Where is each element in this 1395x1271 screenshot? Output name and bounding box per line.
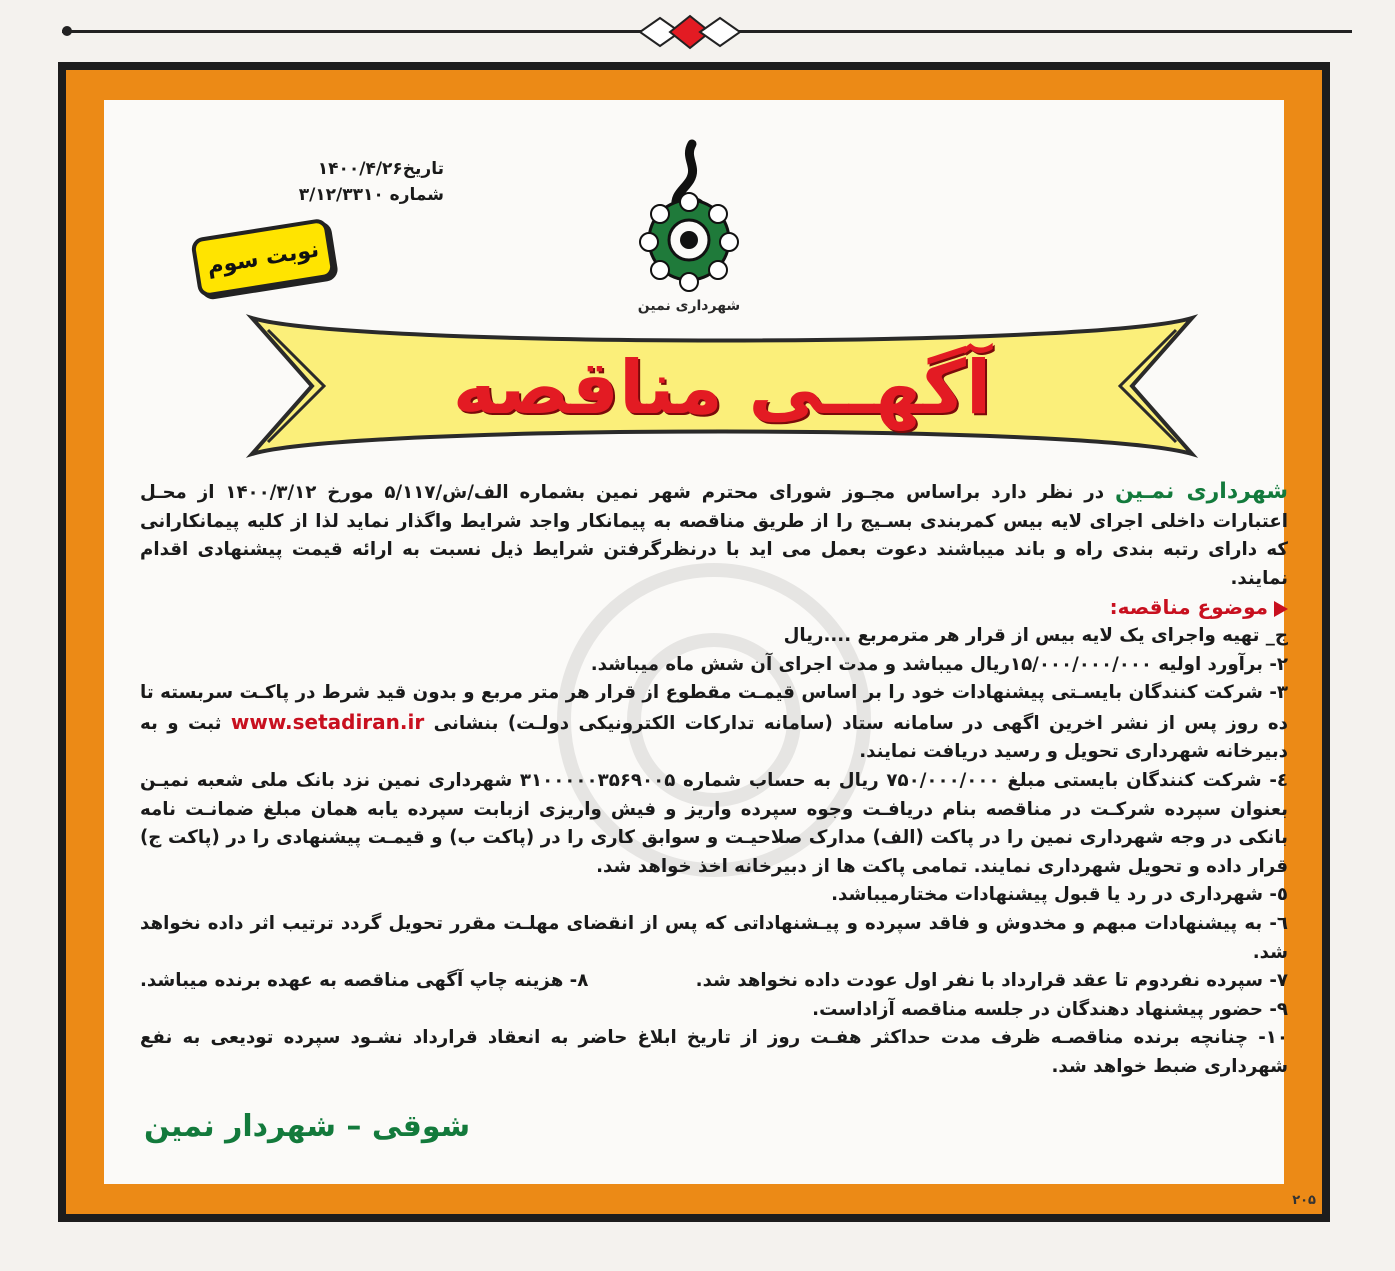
arrow-icon bbox=[1274, 601, 1288, 617]
item-3-text-b: ثبت و به دبیرخانه شهرداری تحویل و رسید دریافت نمایند. bbox=[140, 712, 1288, 763]
ad-border bbox=[66, 70, 1322, 1214]
ad-body bbox=[140, 478, 1288, 1081]
document-meta bbox=[184, 156, 444, 208]
intro-text: در نظر دارد براساس مجـوز شورای محترم شهر نمین بشماره الف/ش/۵/۱۱۷ مورخ ۱۴۰۰/۳/۱۲ از محـل اعتبارات داخلی اجرای لایه بیس کمربندی بسـیج را از طریق مناقصه به پیمانکار واجد شرایط واگذار نماید لذا از کلیه پیمانکارانی که دارای رتبه بندی راه و باند میباشند دعوت بعمل می اید با درنظرگرفتن شرایط ذیل نسبت به ارائه قیمت پیشنهادی اقدام نمایند. bbox=[140, 482, 1288, 589]
number-line bbox=[184, 182, 444, 208]
subject-heading bbox=[140, 593, 1288, 622]
logo-caption: شهرداری نمین bbox=[637, 298, 741, 314]
org-name: شهرداری نمـین bbox=[1114, 479, 1288, 504]
number-value: ۳/۱۲/۳۳۱۰ bbox=[298, 185, 384, 205]
round-badge: نوبت سوم bbox=[190, 218, 336, 299]
items-7-8 bbox=[140, 967, 1288, 996]
ad-frame bbox=[58, 62, 1330, 1222]
item-2: ۲- برآورد اولیه ۱۵/۰۰۰/۰۰۰/۰۰۰ریال میباشد و مدت اجرای آن شش ماه میباشد. bbox=[590, 653, 1288, 675]
item-7: ۷- سپرده نفردوم تا عقد قرارداد با نفر اول عودت داده نخواهد شد. bbox=[695, 970, 1288, 992]
date-value: ۱۴۰۰/۴/۲۶ bbox=[317, 159, 403, 179]
date-label: تاریخ bbox=[402, 159, 444, 179]
item-3 bbox=[140, 679, 1288, 767]
item-3-text-a: ۳- شرکت کنندگان بایسـتی پیشنهادات خود را بر اساس قیمـت مقطوع از قرار هر متر مربع و بدون قید شرط در پاکـت سربسته تا ده روز پس از نشر اخرین اگهی در سامانه ستاد (سامانه تدارکات الکترونیکی دولـت) بنشانی bbox=[140, 682, 1288, 734]
item-8: ۸- هزینه چاپ آگهی مناقصه به عهده برنده میباشد. bbox=[140, 970, 589, 992]
ad-paper bbox=[104, 100, 1289, 1184]
item-4: ٤- شرکت کنندگان بایستی مبلغ ۷۵۰/۰۰۰/۰۰۰ ریال به حساب شماره ۳۱۰۰۰۰۰۳۵۶۹۰۰۵ شهرداری نمین نزد بانک ملی شعبه نمیـن بعنوان سپرده شرکـت در مناقصه بنام دریافـت وجوه سپرده واریز و فیش واریزی ازبابت سپرده یابه همان مبلغ ضمانـت نامه بانکی در وجه شهرداری نمین را در پاکت (الف) مدارک صلاحیـت و سوابق کاری را در (پاکت ب) و قیمـت پیشنهادی را در (پاکت ج) قرار داده و تحویل شهرداری نمایند. تمامی پاکت ها از دبیرخانه اخذ خواهد شد. bbox=[140, 769, 1289, 877]
number-label: شماره bbox=[389, 185, 444, 205]
item-5: ٥- شهرداری در رد یا قبول پیشنهادات مختارمیباشد. bbox=[831, 884, 1288, 906]
ad-title: آگهــی مناقصه bbox=[452, 345, 992, 431]
page-number: ۲۰۵ bbox=[1292, 1193, 1316, 1208]
top-ornament-icon bbox=[630, 14, 750, 50]
item-c: ج_ تهیه واجرای یک لایه بیس از قرار هر مترمربع ....ریال bbox=[783, 624, 1288, 646]
subject-label: موضوع مناقصه: bbox=[1109, 595, 1268, 620]
intro-paragraph bbox=[140, 478, 1288, 593]
item-10: ۱۰- چنانچه برنده مناقصـه ظرف مدت حداکثر هفـت روز از تاریخ ابلاغ حاضر به انعقاد قرارداد نشـود سپرده تودیعی به نفع شهرداری ضبط خواهد شد. bbox=[140, 1027, 1288, 1077]
item-9: ۹- حضور پیشنهاد دهندگان در جلسه مناقصه آزاداست. bbox=[812, 998, 1288, 1020]
item-6: ٦- به پیشنهادات مبهم و مخدوش و فاقد سپرده و پیـشنهاداتی که پس از انقضای مهلـت مقرر تحویل گردد ترتیب اثر داده نخواهد شد. bbox=[140, 912, 1288, 963]
date-line bbox=[184, 156, 444, 182]
setadiran-link[interactable]: www.setadiran.ir bbox=[230, 709, 425, 734]
signature: شوقی – شهردار نمین bbox=[144, 1109, 471, 1144]
municipality-logo-icon bbox=[614, 136, 764, 314]
